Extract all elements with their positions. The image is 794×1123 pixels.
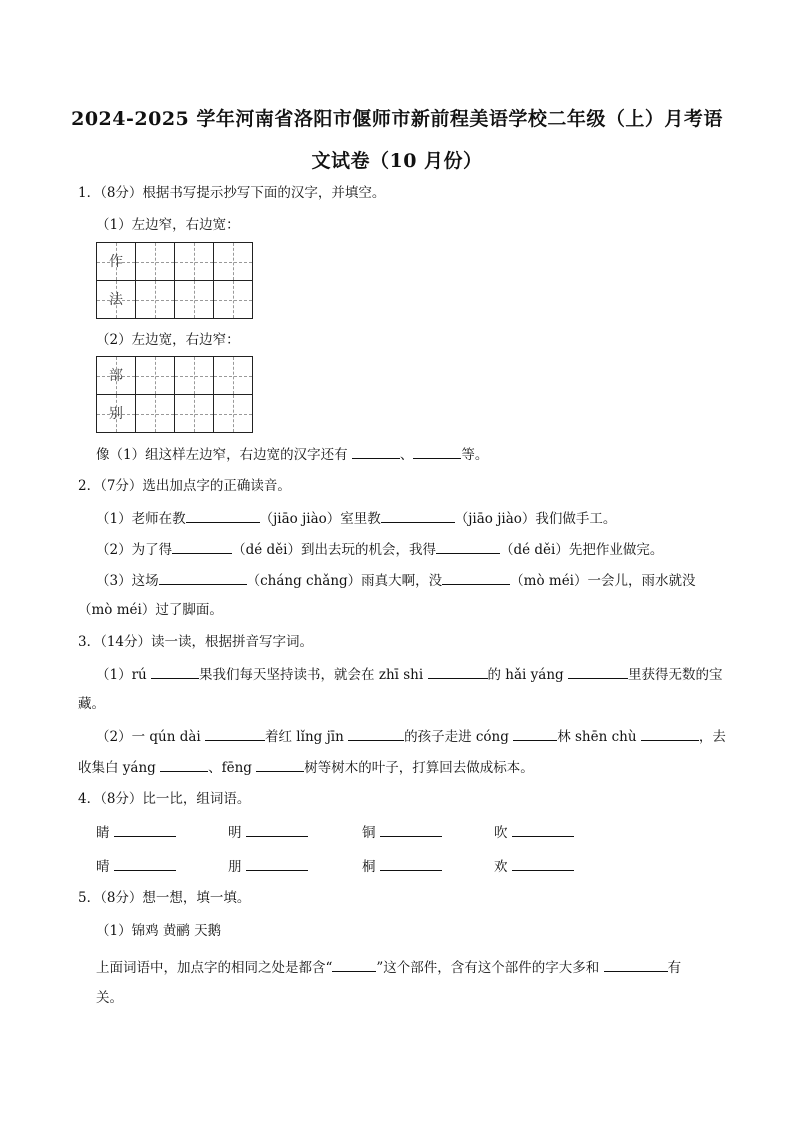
grid-cell[interactable]	[214, 281, 253, 319]
text: （2）一 qún dài	[96, 729, 201, 745]
text: ”这个部件，含有这个部件的字大多和	[376, 960, 600, 976]
answer-blank[interactable]	[641, 726, 699, 741]
text: （cháng chǎng）雨真大啊，没	[246, 573, 443, 589]
q1-fill-line	[96, 444, 488, 464]
compare-char: 晴	[96, 859, 110, 875]
q1-heading: 1．（8分）根据书写提示抄写下面的汉字，并填空。	[78, 185, 386, 201]
text: （3）这场	[96, 573, 159, 589]
compare-char: 欢	[494, 859, 508, 875]
grid-cell[interactable]	[214, 243, 253, 281]
compare-char: 桐	[362, 859, 376, 875]
text: 收集白 yáng	[78, 760, 156, 776]
answer-blank[interactable]	[246, 822, 308, 837]
grid-cell[interactable]	[214, 357, 253, 395]
answer-blank[interactable]	[512, 822, 574, 837]
q3-line4	[78, 757, 534, 777]
answer-blank[interactable]	[436, 539, 500, 554]
text: （jiāo jiào）我们做手工。	[454, 511, 617, 527]
grid-cell	[97, 395, 136, 433]
compare-char: 睛	[96, 825, 110, 841]
text: 、fēng	[208, 760, 252, 776]
text: 有	[667, 960, 682, 976]
answer-blank[interactable]	[332, 957, 376, 972]
text: ，去	[698, 729, 726, 745]
answer-blank[interactable]	[413, 444, 461, 459]
answer-blank[interactable]	[442, 570, 510, 585]
answer-blank[interactable]	[114, 822, 176, 837]
q4-item	[228, 822, 308, 842]
text: 里获得无数的宝	[627, 667, 723, 683]
grid-cell[interactable]	[136, 243, 175, 281]
text: 林 shēn chù	[557, 729, 637, 745]
compare-char: 吹	[494, 825, 508, 841]
q5-line2: 关。	[96, 990, 123, 1006]
q3-heading: 3．（14分）读一读，根据拼音写字词。	[78, 634, 314, 650]
q3-line3	[96, 726, 726, 746]
answer-blank[interactable]	[380, 856, 442, 871]
q3-line2: 藏。	[78, 696, 105, 712]
q2-heading: 2．（7分）选出加点字的正确读音。	[78, 478, 291, 494]
grid-cell[interactable]	[214, 395, 253, 433]
q5-line1	[96, 957, 681, 977]
grid-char: 别	[109, 406, 123, 422]
text: 树等树木的叶子，打算回去做成标本。	[304, 760, 534, 776]
text: （dé děi）到出去玩的机会，我得	[232, 542, 436, 558]
answer-blank[interactable]	[348, 726, 404, 741]
answer-blank[interactable]	[186, 508, 260, 523]
page-title-line1: 2024-2025 学年河南省洛阳市偃师市新前程美语学校二年级（上）月考语	[71, 108, 723, 130]
grid-char: 部	[109, 368, 123, 384]
q3-line1	[96, 664, 722, 684]
q1-fill-end: 等。	[461, 447, 489, 463]
page-title-line2: 文试卷（10 月份）	[311, 150, 483, 172]
text: （1）rú	[96, 667, 147, 683]
text: 的孩子走进 cóng	[404, 729, 509, 745]
answer-blank[interactable]	[256, 757, 304, 772]
answer-blank[interactable]	[159, 570, 247, 585]
grid-cell[interactable]	[136, 357, 175, 395]
grid-cell	[97, 281, 136, 319]
q4-item	[96, 856, 176, 876]
compare-char: 铜	[362, 825, 376, 841]
q4-heading: 4．（8分）比一比，组词语。	[78, 791, 251, 807]
answer-blank[interactable]	[114, 856, 176, 871]
text: （mò méi）一会儿，雨水就没	[510, 573, 696, 589]
answer-blank[interactable]	[160, 757, 208, 772]
answer-blank[interactable]	[512, 856, 574, 871]
answer-blank[interactable]	[205, 726, 265, 741]
q4-item	[494, 856, 574, 876]
q2-line1	[96, 508, 616, 528]
q4-item	[228, 856, 308, 876]
answer-blank[interactable]	[604, 957, 668, 972]
text: （2）为了得	[96, 542, 173, 558]
q2-line2	[96, 539, 663, 559]
grid-cell	[97, 243, 136, 281]
answer-blank[interactable]	[246, 856, 308, 871]
q1-sub1: （1）左边窄，右边宽：	[96, 217, 240, 233]
answer-blank[interactable]	[428, 664, 488, 679]
text: （dé děi）先把作业做完。	[499, 542, 664, 558]
compare-char: 朋	[228, 859, 242, 875]
answer-blank[interactable]	[380, 822, 442, 837]
text: 上面词语中，加点字的相同之处是都含“	[96, 960, 333, 976]
separator: 、	[399, 447, 414, 463]
text: （jiāo jiào）室里教	[259, 511, 381, 527]
answer-blank[interactable]	[381, 508, 455, 523]
writing-grid-2	[96, 356, 253, 433]
answer-blank[interactable]	[352, 444, 400, 459]
q2-line4: （mò méi）过了脚面。	[78, 602, 223, 618]
answer-blank[interactable]	[513, 726, 557, 741]
q4-item	[494, 822, 574, 842]
q1-sub2: （2）左边宽，右边窄：	[96, 332, 240, 348]
answer-blank[interactable]	[151, 664, 199, 679]
text: 着红 lǐng jīn	[265, 729, 344, 745]
grid-cell[interactable]	[175, 357, 214, 395]
answer-blank[interactable]	[172, 539, 232, 554]
compare-char: 明	[228, 825, 242, 841]
text: （1）老师在教	[96, 511, 186, 527]
grid-cell[interactable]	[175, 395, 214, 433]
q5-heading: 5．（8分）想一想，填一填。	[78, 890, 251, 906]
grid-cell	[97, 357, 136, 395]
grid-char: 法	[109, 292, 123, 308]
grid-cell[interactable]	[175, 243, 214, 281]
text: 果我们每天坚持读书，就会在 zhī shi	[199, 667, 424, 683]
grid-cell[interactable]	[175, 281, 214, 319]
grid-char: 作	[109, 254, 123, 270]
q2-line3	[96, 570, 696, 590]
text: 的 hǎi yáng	[487, 667, 564, 683]
answer-blank[interactable]	[568, 664, 628, 679]
grid-cell[interactable]	[136, 395, 175, 433]
writing-grid-1	[96, 242, 253, 319]
q4-item	[362, 822, 442, 842]
q4-item	[362, 856, 442, 876]
q4-item	[96, 822, 176, 842]
q5-sub: （1）锦鸡 黄鹂 天鹅	[96, 923, 222, 939]
q1-fill-text: 像（1）组这样左边窄，右边宽的汉字还有	[96, 447, 348, 463]
grid-cell[interactable]	[136, 281, 175, 319]
